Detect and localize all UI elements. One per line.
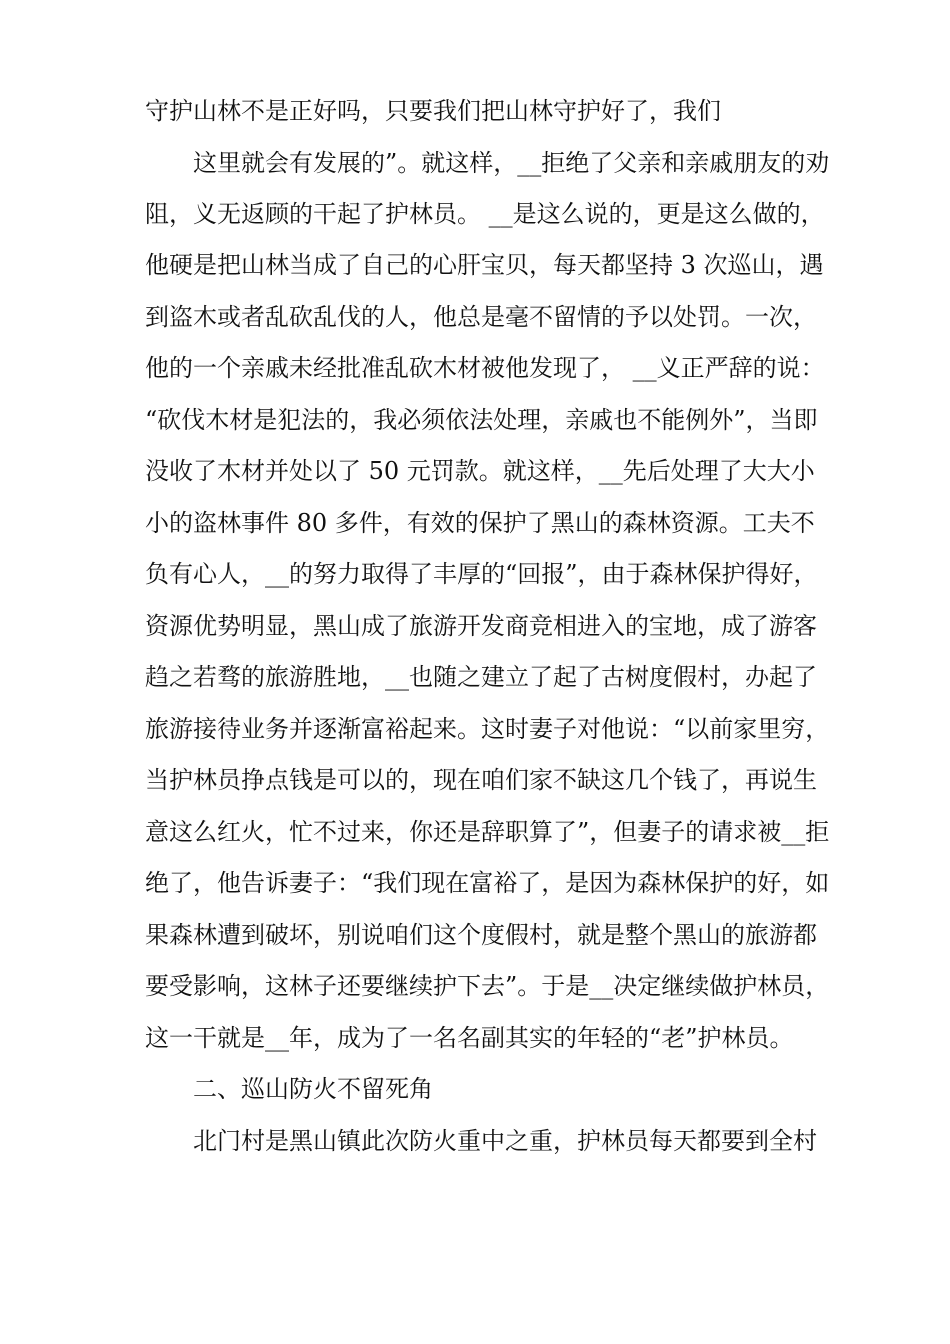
text-line: 要受影响，这林子还要继续护下去”。于是__决定继续做护林员， [145, 972, 830, 1000]
text-line: “砍伐木材是犯法的，我必须依法处理，亲戚也不能例外”，当即 [145, 406, 818, 434]
text-line: 负有心人，__的努力取得了丰厚的“回报”，由于森林保护得好， [145, 560, 818, 588]
text-line: 旅游接待业务并逐渐富裕起来。这时妻子对他说：“以前家里穷， [145, 715, 830, 743]
text-line: 这一干就是__年，成为了一名名副其实的年轻的“老”护林员。 [145, 1024, 794, 1052]
text-line: 阻，义无返顾的干起了护林员。 __是这么说的，更是这么做的， [145, 200, 825, 228]
text-line: 守护山林不是正好吗，只要我们把山林守护好了，我们 [145, 97, 721, 125]
text-line: 小的盗林事件 80 多件，有效的保护了黑山的森林资源。工夫不 [145, 509, 815, 537]
text-line: 资源优势明显，黑山成了旅游开发商竞相进入的宝地，成了游客 [145, 612, 817, 640]
text-line: 没收了木材并处以了 50 元罚款。就这样，__先后处理了大大小 [145, 457, 815, 485]
text-line: 他的一个亲戚未经批准乱砍木材被他发现了， __义正严辞的说： [145, 354, 825, 382]
paragraph-line: 这里就会有发展的”。就这样，__拒绝了父亲和亲戚朋友的劝 [193, 149, 830, 177]
paragraph-line: 北门村是黑山镇此次防火重中之重，护林员每天都要到全村 [193, 1127, 817, 1155]
text-line: 趋之若骛的旅游胜地，__也随之建立了起了古树度假村，办起了 [145, 663, 817, 691]
text-line: 果森林遭到破坏，别说咱们这个度假村，就是整个黑山的旅游都 [145, 921, 817, 949]
section-heading: 二、巡山防火不留死角 [193, 1075, 433, 1103]
text-line: 他硬是把山林当成了自己的心肝宝贝，每天都坚持 3 次巡山，遇 [145, 251, 824, 279]
text-line: 绝了，他告诉妻子：“我们现在富裕了，是因为森林保护的好，如 [145, 869, 830, 897]
text-line: 到盗木或者乱砍乱伐的人，他总是毫不留情的予以处罚。一次， [145, 303, 817, 331]
text-line: 意这么红火，忙不过来，你还是辞职算了”，但妻子的请求被__拒 [145, 818, 830, 846]
text-line: 当护林员挣点钱是可以的，现在咱们家不缺这几个钱了，再说生 [145, 766, 817, 794]
